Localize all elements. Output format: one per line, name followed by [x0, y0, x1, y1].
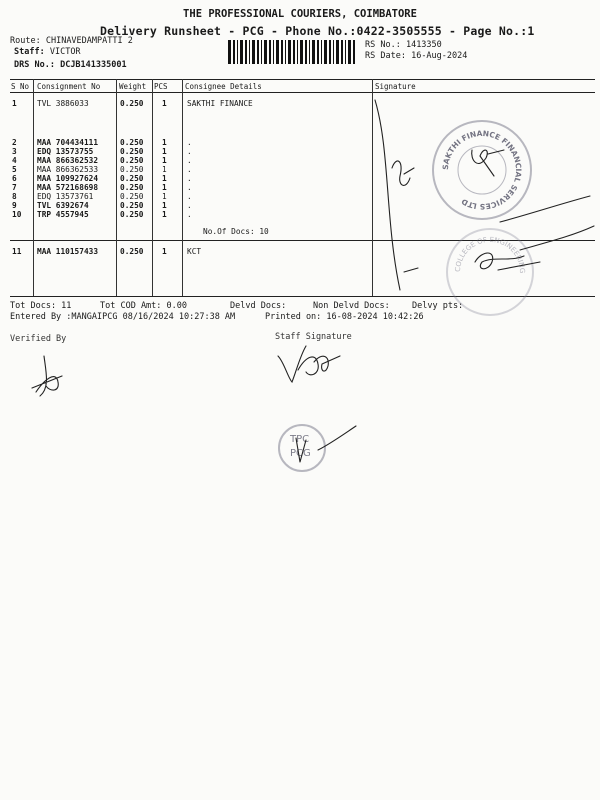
row-sno: 11: [12, 247, 22, 256]
row-sno: 10: [12, 210, 22, 219]
row-pcs: 1: [162, 247, 167, 256]
row-consignee: .: [187, 165, 192, 174]
tot-cod-amt: Tot COD Amt: 0.00: [100, 301, 187, 311]
row-sno: 1: [12, 99, 17, 108]
row-pcs: 1: [162, 192, 167, 201]
row-sno: 4: [12, 156, 17, 165]
row-consignee: .: [187, 210, 192, 219]
college-stamp-text: COLLEGE OF ENGINEERING: [453, 235, 527, 274]
tot-docs: Tot Docs: 11: [10, 301, 72, 311]
rs-date-value: 16-Aug-2024: [411, 51, 468, 61]
row-consignment-no: MAA 572168698: [37, 183, 99, 192]
row-pcs: 1: [162, 165, 167, 174]
signature-row1: [375, 100, 400, 290]
row-weight: 0.250: [120, 192, 144, 201]
row-pcs: 1: [162, 210, 167, 219]
row-consignment-no: EDQ 13573755: [37, 147, 94, 156]
rs-no-label: RS No.:: [365, 40, 401, 50]
row-consignee: .: [187, 201, 192, 210]
row-weight: 0.250: [120, 247, 144, 256]
row-pcs: 1: [162, 174, 167, 183]
delvd-docs: Delvd Docs:: [230, 301, 287, 311]
entered-by: Entered By :MANGAIPCG 08/16/2024 10:27:38 AM: [10, 312, 236, 322]
row-pcs: 1: [162, 99, 167, 108]
col-header-signature: Signature: [375, 82, 416, 91]
signature-sakthi: [472, 150, 504, 176]
staff-value: VICTOR: [49, 47, 81, 57]
row-weight: 0.250: [120, 165, 144, 174]
row-consignee: .: [187, 156, 192, 165]
row-consignment-no: TRP 4557945: [37, 210, 89, 219]
row-sno: 3: [12, 147, 17, 156]
row-weight: 0.250: [120, 183, 144, 192]
row-sno: 2: [12, 138, 17, 147]
signature-row1-mark: [392, 161, 414, 185]
rs-date-label: RS Date:: [365, 51, 406, 61]
route-label: Route:: [10, 36, 41, 46]
row-consignee: KCT: [187, 247, 202, 256]
row-sno: 8: [12, 192, 17, 201]
row-weight: 0.250: [120, 99, 144, 108]
signature-line: [520, 226, 594, 250]
no-of-docs: No.Of Docs: 10: [203, 227, 269, 236]
row-consignment-no: TVL 3886033: [37, 99, 89, 108]
row-consignee: .: [187, 192, 192, 201]
row-pcs: 1: [162, 201, 167, 210]
row-consignee: .: [187, 183, 192, 192]
row-pcs: 1: [162, 138, 167, 147]
row-consignment-no: MAA 109927624: [37, 174, 99, 183]
signature-line: [500, 196, 590, 222]
signature-kct: [404, 253, 540, 272]
drs-value: DCJB141335001: [60, 60, 127, 70]
staff-signature-label: Staff Signature: [275, 332, 352, 342]
row-sno: 7: [12, 183, 17, 192]
delvy-pts: Delvy pts:: [412, 301, 464, 311]
row-weight: 0.250: [120, 174, 144, 183]
row-weight: 0.250: [120, 210, 144, 219]
row-consignee: SAKTHI FINANCE: [187, 99, 253, 108]
signature-tpc: [296, 426, 356, 462]
runsheet-title: Delivery Runsheet - PCG - Phone No.:0422-3505555 - Page No.:1: [100, 24, 535, 38]
drs-label: DRS No.:: [14, 60, 55, 70]
row-consignee: .: [187, 174, 192, 183]
col-header-consignee: Consignee Details: [185, 82, 262, 91]
row-sno: 5: [12, 165, 17, 174]
row-sno: 6: [12, 174, 17, 183]
pcg-stamp-text: PCG: [290, 448, 311, 459]
row-consignment-no: MAA 110157433: [37, 247, 99, 256]
tpc-stamp-text: TPC: [290, 434, 310, 445]
row-consignment-no: MAA 866362533: [37, 165, 99, 174]
signature-verified: [32, 356, 62, 396]
row-consignment-no: MAA 704434111: [37, 138, 99, 147]
row-pcs: 1: [162, 147, 167, 156]
row-sno: 9: [12, 201, 17, 210]
staff-label: Staff:: [14, 47, 45, 57]
row-pcs: 1: [162, 156, 167, 165]
col-header-weight: Weight: [119, 82, 147, 91]
company-title: THE PROFESSIONAL COURIERS, COIMBATORE: [183, 8, 417, 20]
route-value: CHINAVEDAMPATTI 2: [45, 36, 133, 46]
row-consignment-no: MAA 866362532: [37, 156, 99, 165]
row-weight: 0.250: [120, 201, 144, 210]
row-weight: 0.250: [120, 156, 144, 165]
non-delvd-docs: Non Delvd Docs:: [313, 301, 390, 311]
row-weight: 0.250: [120, 147, 144, 156]
row-weight: 0.250: [120, 138, 144, 147]
col-header-sno: S No: [11, 82, 30, 91]
row-pcs: 1: [162, 183, 167, 192]
verified-by-label: Verified By: [10, 334, 67, 344]
sakthi-stamp-text: SAKTHI FINANCE FINANCIAL SERVICES LTD: [440, 128, 524, 212]
row-consignee: .: [187, 138, 192, 147]
row-consignment-no: EDQ 13573761: [37, 192, 94, 201]
signature-staff: [278, 346, 340, 382]
printed-on: Printed on: 16-08-2024 10:42:26: [265, 312, 424, 322]
col-header-pcs: PCS: [154, 82, 168, 91]
col-header-consignment: Consignment No: [37, 82, 101, 91]
row-consignment-no: TVL 6392674: [37, 201, 89, 210]
row-consignee: .: [187, 147, 192, 156]
rs-no-value: 1413350: [405, 40, 442, 50]
